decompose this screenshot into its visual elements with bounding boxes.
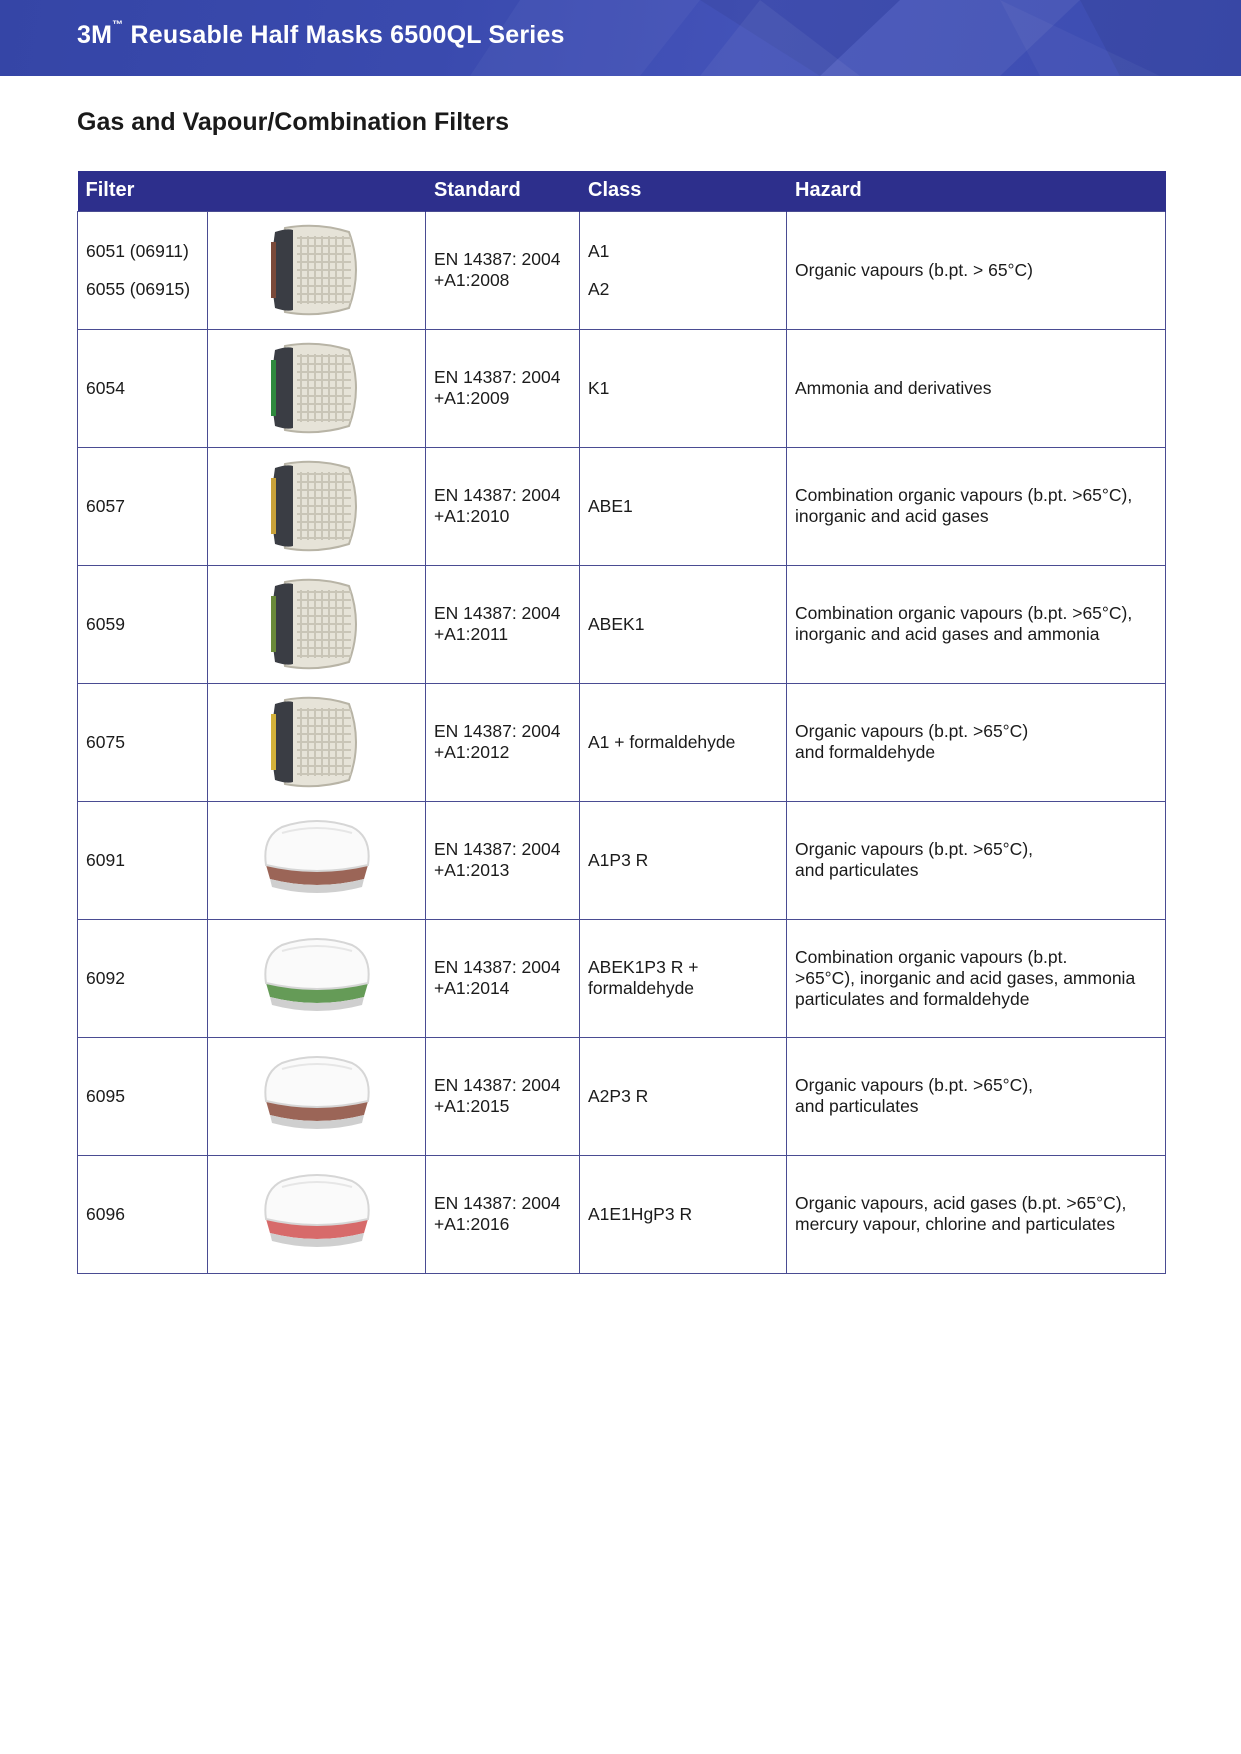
filter-text-line: 6055 (06915) xyxy=(86,278,191,299)
filter-text-line: 6096 xyxy=(86,1203,125,1224)
class-cell xyxy=(580,919,787,1037)
filter-image-cell xyxy=(208,565,426,683)
class-text-line: A2P3 R xyxy=(588,1085,649,1106)
filter-image-cell xyxy=(208,447,426,565)
class-text-line: A1 xyxy=(588,240,610,261)
class-cell xyxy=(580,329,787,447)
standard-cell xyxy=(426,683,580,801)
standard-cell xyxy=(426,565,580,683)
column-header-filter: Filter xyxy=(78,171,426,211)
filter-code-cell xyxy=(78,329,208,447)
column-header-standard: Standard xyxy=(426,171,580,211)
hazard-cell xyxy=(787,683,1166,801)
filter-text-line: 6092 xyxy=(86,967,125,988)
filter-text-line: 6075 xyxy=(86,731,125,752)
table-row xyxy=(78,1155,1166,1273)
column-header-hazard: Hazard xyxy=(787,171,1166,211)
combination-filter-icon xyxy=(252,815,382,905)
combination-filter-icon xyxy=(252,1169,382,1259)
hazard-text-line: Organic vapours (b.pt. >65°C), xyxy=(795,839,1034,859)
filter-text-line: 6095 xyxy=(86,1085,125,1106)
filter-image-cell xyxy=(208,329,426,447)
table-row xyxy=(78,683,1166,801)
table-row xyxy=(78,447,1166,565)
filter-cartridge-icon xyxy=(267,576,367,672)
hazard-cell xyxy=(787,919,1166,1037)
table-row xyxy=(78,211,1166,329)
standard-text-line: +A1:2011 xyxy=(434,624,509,644)
filter-image-cell xyxy=(208,919,426,1037)
standard-text-line: +A1:2008 xyxy=(434,270,510,290)
standard-text-line: +A1:2014 xyxy=(434,978,510,998)
header-title-text: Reusable Half Masks 6500QL Series xyxy=(130,21,565,49)
standard-cell xyxy=(426,919,580,1037)
hazard-text-line: Ammonia and derivatives xyxy=(795,377,992,398)
class-cell xyxy=(580,565,787,683)
hazard-text-line: inorganic and acid gases xyxy=(795,506,989,526)
class-text-line: ABE1 xyxy=(588,495,633,516)
hazard-text-line: Organic vapours (b.pt. >65°C), xyxy=(795,1075,1034,1095)
standard-text-line: EN 14387: 2004 xyxy=(434,721,561,741)
filters-table-body xyxy=(78,211,1166,1273)
hazard-text-line: Organic vapours (b.pt. >65°C) xyxy=(795,721,1029,741)
filter-code-cell xyxy=(78,919,208,1037)
standard-text-line: +A1:2012 xyxy=(434,742,510,762)
filter-text-line: 6054 xyxy=(86,377,125,398)
class-text-line: A1P3 R xyxy=(588,849,649,870)
standard-cell xyxy=(426,1155,580,1273)
hazard-cell xyxy=(787,565,1166,683)
filter-image-cell xyxy=(208,801,426,919)
hazard-text-line: Organic vapours (b.pt. > 65°C) xyxy=(795,259,1034,280)
filter-text-line: 6057 xyxy=(86,495,125,516)
standard-text-line: +A1:2010 xyxy=(434,506,510,526)
standard-text-line: EN 14387: 2004 xyxy=(434,603,561,623)
combination-filter-icon xyxy=(252,1051,382,1141)
table-row xyxy=(78,1037,1166,1155)
class-cell xyxy=(580,211,787,329)
filter-cartridge-icon xyxy=(267,458,367,554)
filter-cartridge-icon xyxy=(267,694,367,790)
hazard-text-line: inorganic and acid gases and ammonia xyxy=(795,624,1100,644)
filter-image-cell xyxy=(208,1037,426,1155)
hazard-text-line: Combination organic vapours (b.pt. >65°C), xyxy=(795,603,1133,623)
filter-code-cell xyxy=(78,565,208,683)
class-cell xyxy=(580,801,787,919)
standard-cell xyxy=(426,801,580,919)
standard-text-line: EN 14387: 2004 xyxy=(434,839,561,859)
filter-cartridge-icon xyxy=(267,340,367,436)
hazard-cell xyxy=(787,211,1166,329)
standard-cell xyxy=(426,1037,580,1155)
filter-text-line: 6091 xyxy=(86,849,125,870)
header-title xyxy=(77,21,565,50)
column-header-class: Class xyxy=(580,171,787,211)
standard-text-line: EN 14387: 2004 xyxy=(434,1193,561,1213)
filter-text-line: 6059 xyxy=(86,613,125,634)
hazard-cell xyxy=(787,1037,1166,1155)
filter-cartridge-icon xyxy=(267,222,367,318)
table-row xyxy=(78,565,1166,683)
hazard-text-line: Combination organic vapours (b.pt. >65°C), xyxy=(795,485,1133,505)
filters-table-header xyxy=(78,171,1166,211)
class-cell xyxy=(580,683,787,801)
hazard-text-line: mercury vapour, chlorine and particulates xyxy=(795,1214,1116,1234)
class-text-line: formaldehyde xyxy=(588,978,695,998)
hazard-text-line: and formaldehyde xyxy=(795,742,936,762)
filters-table xyxy=(77,171,1166,1274)
filter-code-cell xyxy=(78,683,208,801)
standard-cell xyxy=(426,329,580,447)
brand-name: 3M xyxy=(77,21,113,49)
filter-image-cell xyxy=(208,211,426,329)
table-row xyxy=(78,329,1166,447)
hazard-text-line: Organic vapours, acid gases (b.pt. >65°C), xyxy=(795,1193,1127,1213)
filter-code-cell xyxy=(78,801,208,919)
table-row xyxy=(78,801,1166,919)
hazard-cell xyxy=(787,329,1166,447)
standard-cell xyxy=(426,447,580,565)
hazard-text-line: Combination organic vapours (b.pt. xyxy=(795,946,1068,967)
filter-code-cell xyxy=(78,1037,208,1155)
class-cell xyxy=(580,1037,787,1155)
standard-text-line: +A1:2016 xyxy=(434,1214,510,1234)
class-text-line: A2 xyxy=(588,278,610,299)
hazard-text-line: >65°C), inorganic and acid gases, ammonia xyxy=(795,967,1136,988)
hazard-cell xyxy=(787,801,1166,919)
filter-image-cell xyxy=(208,683,426,801)
class-cell xyxy=(580,1155,787,1273)
standard-text-line: +A1:2013 xyxy=(434,860,510,880)
combination-filter-icon xyxy=(252,933,382,1023)
trademark-symbol: ™ xyxy=(112,19,124,31)
hazard-text-line: particulates and formaldehyde xyxy=(795,988,1030,1009)
standard-text-line: +A1:2015 xyxy=(434,1096,510,1116)
filter-image-cell xyxy=(208,1155,426,1273)
standard-text-line: EN 14387: 2004 xyxy=(434,249,561,269)
page-header-banner xyxy=(0,0,1241,76)
class-text-line: K1 xyxy=(588,377,610,398)
standard-text-line: EN 14387: 2004 xyxy=(434,485,561,505)
table-row xyxy=(78,919,1166,1037)
standard-text-line: +A1:2009 xyxy=(434,388,510,408)
filter-text-line: 6051 (06911) xyxy=(86,240,189,261)
hazard-text-line: and particulates xyxy=(795,1096,919,1116)
filter-code-cell xyxy=(78,447,208,565)
filter-code-cell xyxy=(78,1155,208,1273)
standard-cell xyxy=(426,211,580,329)
standard-text-line: EN 14387: 2004 xyxy=(434,1075,561,1095)
class-text-line: ABEK1P3 R + xyxy=(588,957,699,977)
standard-text-line: EN 14387: 2004 xyxy=(434,957,561,977)
hazard-text-line: and particulates xyxy=(795,860,919,880)
class-cell xyxy=(580,447,787,565)
filter-code-cell xyxy=(78,211,208,329)
standard-text-line: EN 14387: 2004 xyxy=(434,367,561,387)
class-text-line: ABEK1 xyxy=(588,613,645,634)
hazard-cell xyxy=(787,447,1166,565)
section-title: Gas and Vapour/Combination Filters xyxy=(77,108,510,136)
class-text-line: A1E1HgP3 R xyxy=(588,1203,693,1224)
class-text-line: A1 + formaldehyde xyxy=(588,731,736,752)
hazard-cell xyxy=(787,1155,1166,1273)
